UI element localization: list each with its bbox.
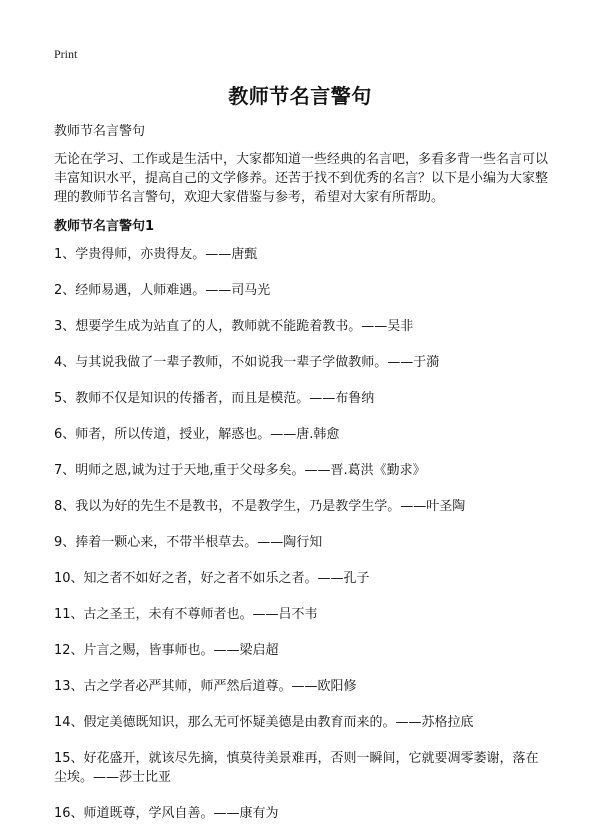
- subtitle: 教师节名言警句: [54, 124, 146, 139]
- intro-paragraph: 无论在学习、工作或是生活中，大家都知道一些经典的名言吧，多看多背一些名言可以丰富知识水平，提高自己的文学修养。还苦于找不到优秀的名言？以下是小编为大家整理的教师节名言警句，欢迎大家借鉴与参考，希望对大家有所帮助。: [54, 152, 549, 205]
- quote-item: 10、知之者不如好之者，好之者不如乐之者。——孔子: [54, 571, 370, 586]
- quote-item: 14、假定美德既知识，那么无可怀疑美德是由教育而来的。——苏格拉底: [54, 715, 474, 730]
- quote-item: 9、捧着一颗心来，不带半根草去。——陶行知: [54, 535, 323, 550]
- quote-item: 6、师者，所以传道，授业，解惑也。——唐.韩愈: [54, 427, 340, 442]
- quote-item: 2、经师易遇，人师难遇。——司马光: [54, 283, 271, 298]
- quote-item: 1、学贵得师，亦贵得友。——唐甄: [54, 247, 258, 262]
- quote-item: 11、古之圣王，未有不尊师者也。——吕不韦: [54, 607, 318, 622]
- quote-item: 5、教师不仅是知识的传播者，而且是模范。——布鲁纳: [54, 391, 375, 406]
- quote-item: 7、明师之恩,诚为过于天地,重于父母多矣。——晋.葛洪《勤求》: [54, 463, 426, 478]
- quote-item: 4、与其说我做了一辈子教师，不如说我一辈子学做教师。——于漪: [54, 355, 440, 370]
- page-title: 教师节名言警句: [228, 84, 372, 108]
- quote-item: 15、好花盛开，就该尽先摘，慎莫待美景难再，否则一瞬间，它就要凋零萎谢，落在尘埃。——莎士比亚: [54, 751, 539, 785]
- quote-item: 12、片言之赐，皆事师也。——梁启超: [54, 643, 279, 658]
- quote-item: 8、我以为好的先生不是教书，不是教学生，乃是教学生学。——叶圣陶: [54, 499, 466, 514]
- quote-item: 13、古之学者必严其师，师严然后道尊。——欧阳修: [54, 679, 357, 694]
- print-link[interactable]: Print: [54, 47, 78, 61]
- quote-item: 16、师道既尊，学风自善。——康有为: [54, 806, 279, 821]
- quote-list: [54, 245, 550, 840]
- quote-item: 3、想要学生成为站直了的人，教师就不能跪着教书。——吴非: [54, 319, 414, 334]
- section-heading: 教师节名言警句1: [54, 219, 155, 234]
